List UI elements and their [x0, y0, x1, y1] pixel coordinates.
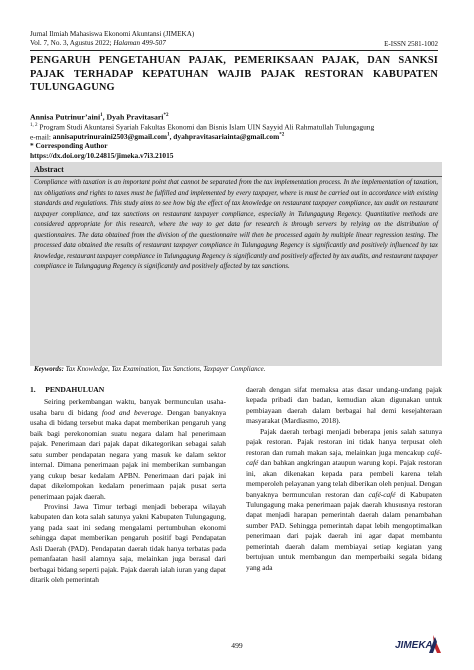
right-column — [246, 385, 442, 573]
left-column — [30, 385, 226, 586]
corresponding-author: * Corresponding Author — [30, 141, 108, 150]
keywords: Keywords: Tax Knowledge, Tax Examination, Tax Sanctions, Taxpayer Compliance. — [34, 366, 266, 373]
paragraph: daerah dengan sifat memaksa atas dasar undang-undang pajak kepada pribadi dan badan, kemudian akan digunakan untuk pembiayaan daerah dalam berbagai hal demi kesejahteraan masyarakat (Mardiasmo, 2018). — [246, 385, 442, 426]
logo-text: JIMEKA — [395, 640, 433, 651]
header-divider — [30, 50, 438, 51]
email-link[interactable]: annisaputrinuraini2503@gmail.com — [52, 132, 168, 142]
affiliation: $^{1, 2}$ Program Studi Akuntansi Syariah Fakultas Ekonomi dan Bisnis Islam UIN Sayyid Ali Rahmatullah Tulungagung — [30, 122, 375, 132]
paragraph: Pajak daerah terbagi menjadi beberapa jenis salah satunya pajak restoran. Pajak restoran ini tidak hanya terpusat oleh restoran dan rumah makan saja, melainkan juga mencakup café-café dan bahkan angkringan ataupun warung kopi. Pajak restoran ini, akan dikenakan kepada para pembeli karena telah memperoleh pelayanan yang telah diberikan oleh penjual. Dengan banyaknya bermunculan restoran dan café-café di Kabupaten Tulungagung maka penerimaan pajak daerah khususnya restoran dapat menjadi harapan pemerintah daerah dalam penambahan sumber PAD. Sehingga pemerintah dapat lebih mengoptimalkan penerimaan dari pajak daerah ini agar dapat membantu pemerintah daerah dalam membiayai setiap kegiatan yang bertujuan untuk membangun dan memperbaiki segala bidang yang ada — [246, 426, 442, 572]
abstract-text: Compliance with taxation is an important point that cannot be separated from the tax implementation process. In the implementation of taxation, tax obligations and rights to taxes must be fulfilled and implemented by every taxpayer, where is must be carried out in accordance with existing standards and regulations. This study aims to see how big the effect of tax knowledge on restaurant taxpayer compliance, tax audit on restaurant taxpayer compliance, and tax sanctions on restaurant taxpayer compliance, especially in Tulungagung Regency. Quantitative methods are considered appropriate for this research, where the way to get data for research is through servers by relying on the distribution of questionnaires. The data obtained from the division of the questionnaire will then be processed again by multiple linear regression testing. The processed data obtained the results of restaurant taxpayer compliance in Tulungagung Regency is significantly and positively influenced by tax knowledge, restaurant taxpayer compliance in Tulungagung Regency is significantly and positively affected by tax audits, and restaurant taxpayer compliance in Tulungagung Regency is significantly and positively affected by tax sanctions. — [34, 179, 438, 271]
email-line: e-mail: annisaputrinuraini2503@gmail.com$^1$, dyahpravitasariainta@gmail.com$^{*2}$ — [30, 132, 285, 142]
page-range: Halaman 499-507 — [113, 39, 166, 47]
volume-line — [30, 39, 166, 48]
author-line: Annisa Putrinur’aini$^1$, Dyah Pravitasari$^{*2}$ — [30, 112, 169, 122]
paragraph: Seiring perkembangan waktu, banyak bermunculan usaha-usaha baru di bidang food and beverage. Dengan banyaknya usaha di bidang tersebut maka dapat memberikan pengaruh yang baik bagi perekonomian suatu negara dalam hal penerimaan pajak. Penerimaan dari pajak dapat dikategorikan sebagai salah satu sumber pendapatan negara yang masuk ke dalam sektor internal. Dimana penerimaan pajak ini memberikan sumbangan yang cukup besar kedalam APBN. Penerimaan dari pajak ini dapat dikelompokan kedalam penerimaan pajak pusat serta penerimaan pajak daerah. — [30, 397, 226, 501]
abstract-heading: Abstract — [34, 165, 64, 174]
page-number: 499 — [231, 641, 243, 650]
section-heading: 1. PENDAHULUAN — [30, 385, 105, 394]
journal-name: Jurnal Ilmiah Mahasiswa Ekonomi Akuntansi (JIMEKA) — [30, 30, 195, 38]
article-title: PENGARUH PENGETAHUAN PAJAK, PEMERIKSAAN PAJAK, DAN SANKSI PAJAK TERHADAP KEPATUHAN WAJIB PAJAK RESTORAN KABUPATEN TULUNGAGUNG — [30, 55, 438, 93]
jimeka-logo — [393, 633, 451, 655]
abstract-divider — [30, 176, 442, 177]
email-link[interactable]: , dyahpravitasariainta@gmail.com — [169, 132, 280, 142]
volume-info: Vol. 7, No. 3, Agustus 2022; — [30, 39, 112, 47]
paragraph: Provinsi Jawa Timur terbagi menjadi beberapa wilayah kabupaten dan kota salah satunya yakni Kabupaten Tulungagung, yang pada saat ini sedang mengalami pertumbuhan ekonomi sehingga dapat memberikan pengaruh positif bagi Pendapatan Asli Daerah (PAD). Pendapatan daerah tidak hanya terbatas pada pemanfaatan hasil alamnya saja, melainkan juga berasal dari berbagai bidang seperti pajak. Pajak daerah ialah iuran yang dapat ditarik oleh pemerintah — [30, 501, 226, 585]
doi-link[interactable]: https://dx.doi.org/10.24815/jimeka.v7i3.21015 — [30, 151, 174, 160]
issn: E-ISSN 2581-1002 — [384, 40, 438, 48]
